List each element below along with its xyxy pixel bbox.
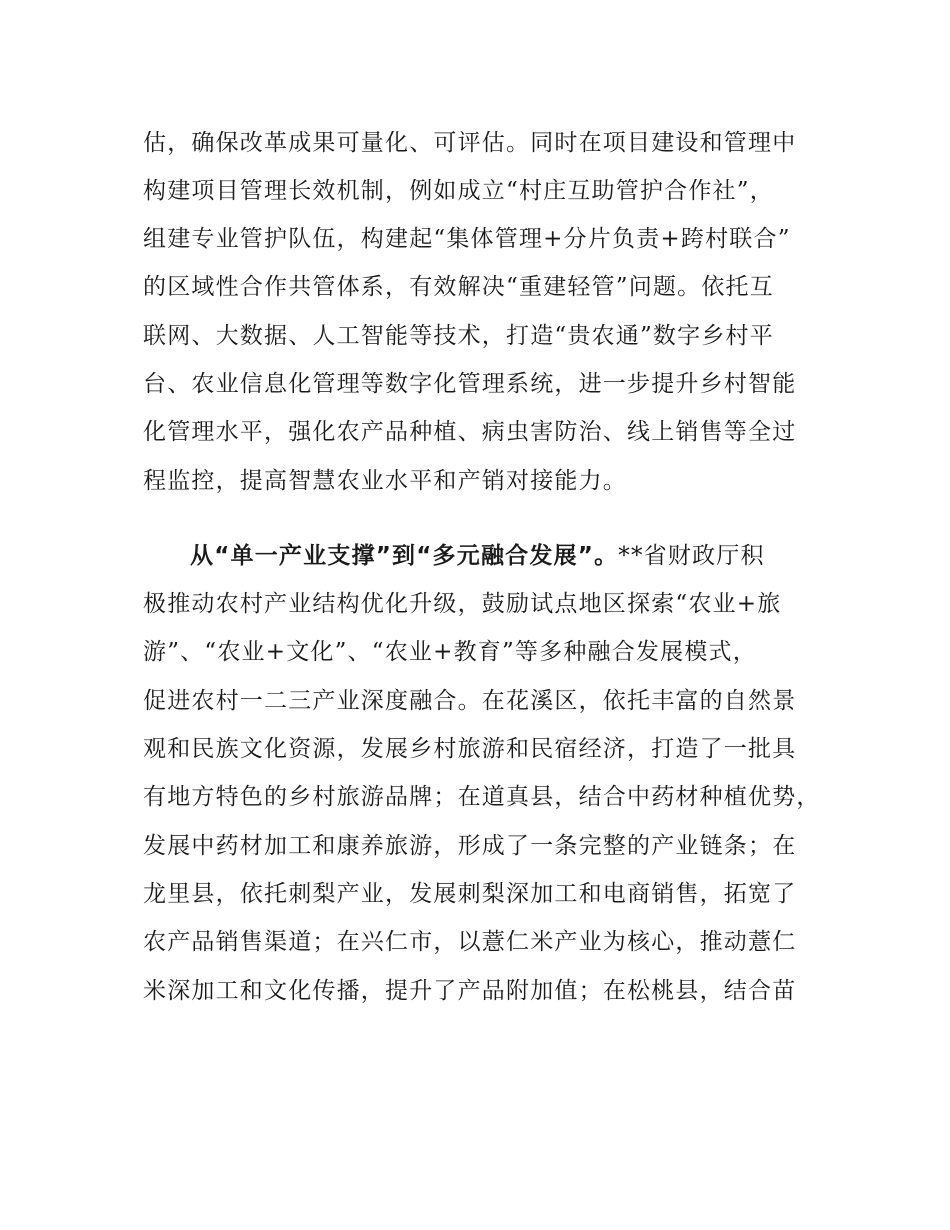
text-line: 发展中药材加工和康养旅游，形成了一条完整的产业链条；在 (143, 833, 797, 859)
text-line: 有地方特色的乡村旅游品牌；在道真县，结合中药材种植优势， (143, 784, 821, 810)
text-line: 联网、大数据、人工智能等技术，打造“贵农通”数字乡村平 (143, 323, 774, 349)
text-line: 促进农村一二三产业深度融合。在花溪区，依托丰富的自然景 (143, 688, 797, 714)
text-line: 米深加工和文化传播，提升了产品附加值；在松桃县，结合苗 (143, 978, 797, 1004)
text-line: 游”、“农业+文化”、“农业+教育”等多种融合发展模式， (143, 639, 757, 665)
text-line: 化管理水平，强化农产品种植、病虫害防治、线上销售等全过 (143, 419, 797, 445)
section-heading: 从“单一产业支撑”到“多元融合发展”。 (190, 543, 619, 569)
text-line: 的区域性合作共管体系，有效解决“重建轻管”问题。依托互 (143, 274, 774, 300)
text-line: 极推动农村产业结构优化升级，鼓励试点地区探索“农业+旅 (143, 591, 782, 617)
text-line: 龙里县，依托刺梨产业，发展刺梨深加工和电商销售，拓宽了 (143, 881, 797, 907)
text-span: **省财政厅积 (618, 543, 765, 569)
text-line: 台、农业信息化管理等数字化管理系统，进一步提升乡村智能 (143, 371, 797, 397)
text-line: 估，确保改革成果可量化、可评估。同时在项目建设和管理中 (143, 130, 797, 156)
text-line: 构建项目管理长效机制，例如成立“村庄互助管护合作社”， (143, 178, 774, 204)
text-line: 程监控，提高智慧农业水平和产销对接能力。 (143, 468, 627, 494)
text-line: 观和民族文化资源，发展乡村旅游和民宿经济，打造了一批具 (143, 736, 797, 762)
first-line (190, 541, 811, 571)
text-line: 农产品销售渠道；在兴仁市，以薏仁米产业为核心，推动薏仁 (143, 929, 797, 955)
text-line: 组建专业管护队伍，构建起“集体管理+分片负责+跨村联合” (143, 226, 791, 252)
